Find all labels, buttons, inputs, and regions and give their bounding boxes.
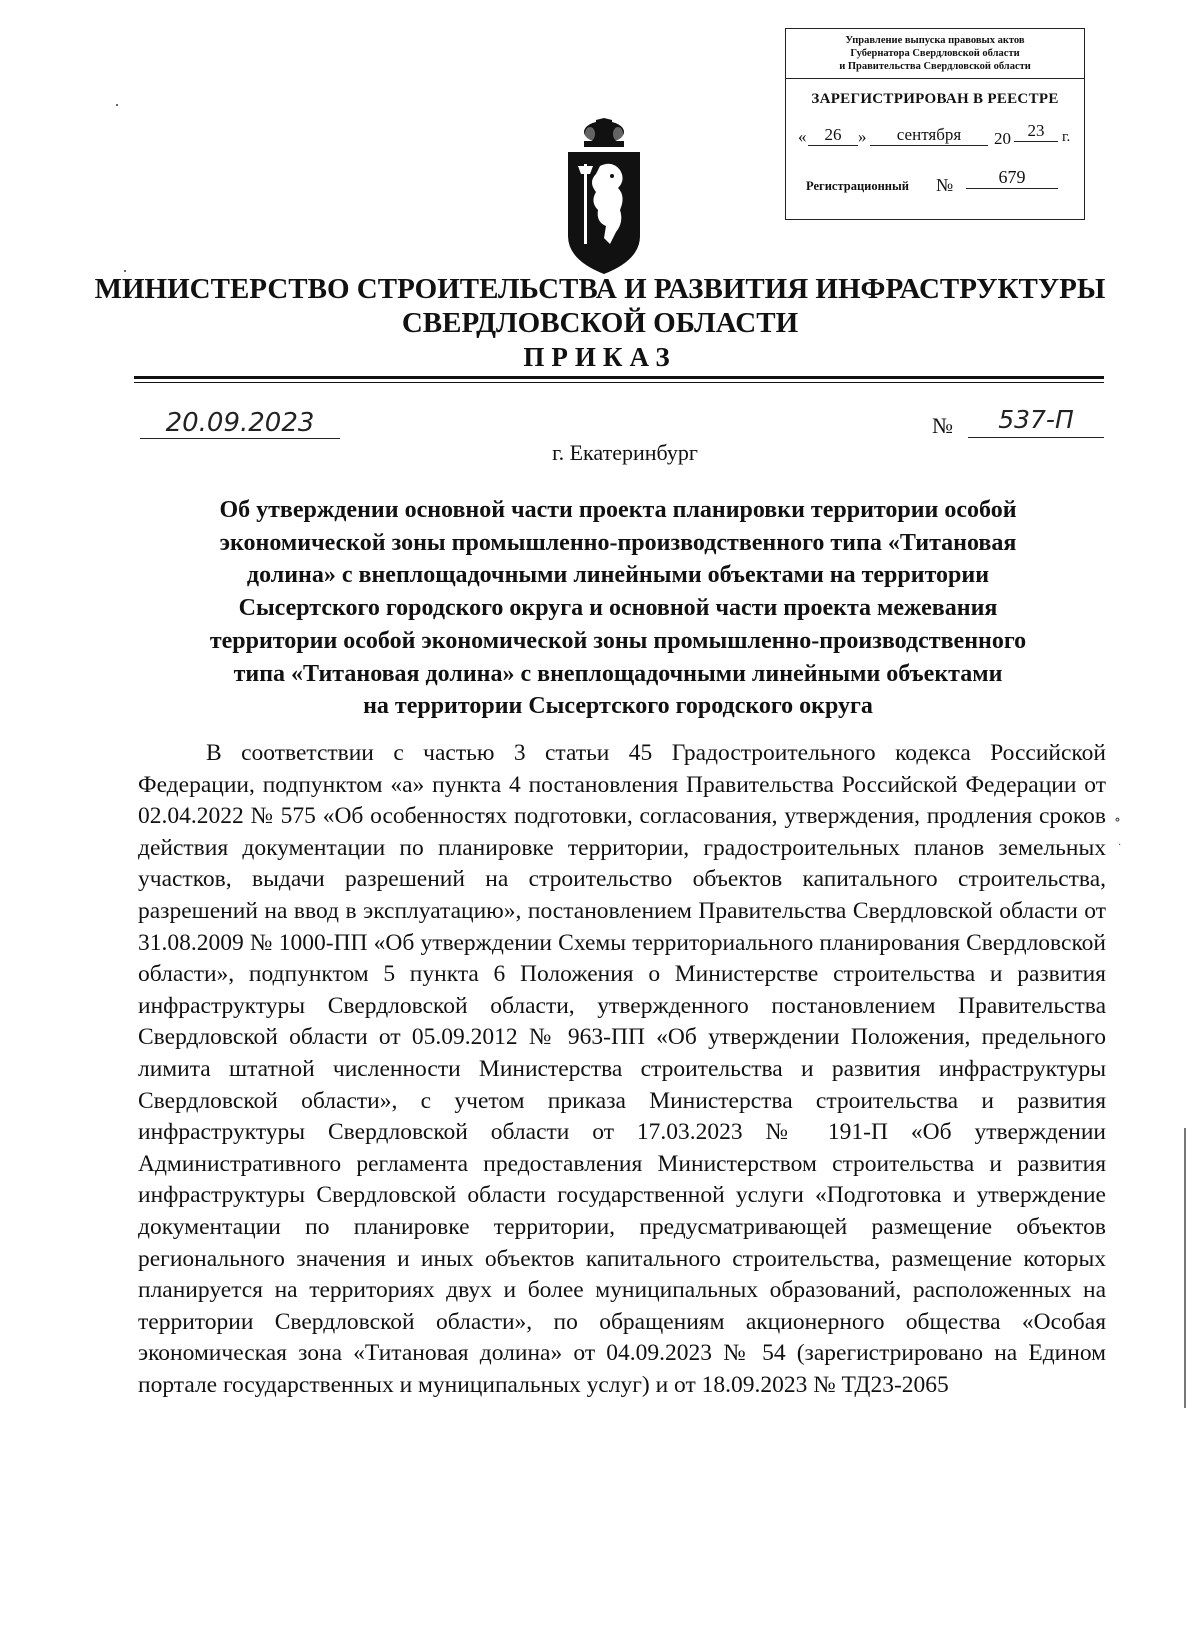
registry-day: 26 [808, 125, 858, 146]
subject-line: экономической зоны промышленно-производственного типа «Титановая [219, 529, 1017, 556]
registry-title: ЗАРЕГИСТРИРОВАН В РЕЕСТРЕ [811, 91, 1059, 107]
registry-year-suffix: 23 [1014, 121, 1058, 142]
ministry-region-line: СВЕРДЛОВСКОЙ ОБЛАСТИ [401, 307, 799, 339]
scan-artifact-dot [116, 104, 118, 106]
ministry-name-line: МИНИСТЕРСТВО СТРОИТЕЛЬСТВА И РАЗВИТИЯ ИНФРАСТРУКТУРЫ [94, 273, 1106, 305]
coat-of-arms-icon [566, 118, 642, 276]
scan-artifact-dot [124, 270, 126, 272]
order-subject [148, 494, 1088, 723]
order-date: 20.09.2023 [140, 408, 340, 439]
order-body-paragraph: В соответствии с частью 3 статьи 45 Градостроительного кодекса Российской Федерации, подпунктом «а» пункта 4 постановления Правительства Российской Федерации от 02.04.2022 № 575 «Об особенностях подготовки, согласования, утверждения, продления сроков действия документации по планировке территории, градостроительных планов земельных участков, выдачи разрешений на строительство объектов капитального строительства, разрешений на ввод в эксплуатацию», постановлением Правительства Свердловской области от 31.08.2009 № 1000-ПП «Об утверждении Схемы территориального планирования Свердловской области», подпунктом 5 пункта 6 Положения о Министерстве строительства и развития инфраструктуры Свердловской области, утвержденного постановлением Правительства Свердловской области от 05.09.2012 № 963-ПП «Об утверждении Положения, предельного лимита штатной численности Министерства строительства и развития инфраструктуры Свердловской области», с учетом приказа Министерства строительства и развития инфраструктуры Свердловской области от 17.03.2023 № 191-П «Об утверждении Административного регламента предоставления Министерством строительства и развития инфраструктуры Свердловской области государственной услуги «Подготовка и утверждение документации по планировке территории, предусматривающей размещение объектов регионального значения и иных объектов капитального строительства, размещение которых планируется на территориях двух и более муниципальных образований, расположенных на территории Свердловской области», по обращениям акционерного общества «Особая экономическая зона «Титановая долина» от 04.09.2023 № 54 (зарегистрировано на Едином портале государственных и муниципальных услуг) и от 18.09.2023 № ТД23-2065 [138, 740, 1106, 1398]
registry-date [798, 121, 1078, 151]
subject-line: типа «Титановая долина» с внеплощадочными линейными объектами [233, 660, 1003, 687]
subject-line: Сысертского городского округа и основной части проекта межевания [238, 595, 998, 622]
margin-mark: ∘ [1114, 813, 1121, 828]
subject-line: на территории Сысертского городского округа [363, 693, 873, 720]
scan-artifact-line [1184, 1128, 1186, 1408]
registry-header-line: Управление выпуска правовых актов [845, 35, 1025, 46]
document-type: ПРИКАЗ [523, 342, 677, 372]
order-number-sign: № [932, 413, 953, 438]
registry-year-prefix: 20 [994, 129, 1011, 148]
subject-line: долина» с внеплощадочными линейными объектами на территории [246, 562, 990, 589]
registry-number: 679 [966, 167, 1058, 189]
registry-year-unit: г. [1062, 129, 1071, 145]
margin-mark: · [1118, 840, 1122, 851]
registry-header-line: Губернатора Свердловской области [850, 48, 1020, 59]
registry-number-row [806, 167, 1076, 201]
subject-line: Об утверждении основной части проекта планировки территории особой [219, 497, 1017, 523]
registry-number-label: Регистрационный [806, 179, 909, 193]
registry-quote-close: » [858, 127, 867, 146]
registry-number-sign: № [936, 175, 954, 195]
subject-line: территории особой экономической зоны промышленно-производственного [209, 627, 1027, 654]
header-divider-thin [134, 382, 1104, 383]
ministry-heading [0, 272, 1200, 340]
registry-stamp-header [786, 29, 1084, 79]
order-city: г. Екатеринбург [552, 440, 698, 465]
registry-quote-open: « [798, 127, 807, 146]
order-number: 537-П [968, 405, 1104, 438]
registry-header-line: и Правительства Свердловской области [839, 61, 1031, 72]
registry-stamp [785, 28, 1085, 220]
registry-month: сентября [870, 125, 988, 146]
header-divider [134, 376, 1104, 379]
